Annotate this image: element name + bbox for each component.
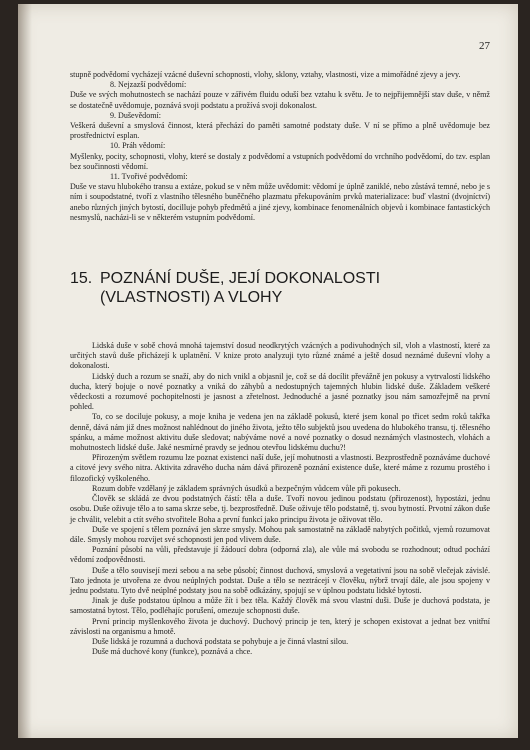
body-paragraph: Rozum dobře vzdělaný je základem správných úsudků a bezpečným vůdcem vůle při pokusech.: [92, 483, 401, 493]
body-paragraph: Jinak je duše podstatou úplnou a může žít i bez těla. Každý člověk má svou vlastní duši. Duše je duchová podstata, je samostatná bytost. Tělo, podléhajíc porušení, omezuje schopnosti duše.: [70, 596, 490, 616]
list-item-title: 10. Práh vědomí:: [110, 141, 166, 151]
body-paragraph: Přirozeným světlem rozumu lze poznat existenci naší duše, její mohutnosti a vlastnosti. Bezprostředně poznáváme duchové a citové jevy svého nitra. Aktivita zdravého ducha nám dává přirozeně poznání existence duše, které máme z rozumu prostého i filozofický vyškoleného.: [70, 453, 490, 483]
binding-gutter: [18, 4, 32, 738]
body-paragraph: Duše má duchové kony (funkce), poznává a chce.: [92, 647, 253, 657]
list-item-title: 11. Tvořivé podvědomí:: [110, 172, 188, 182]
body-paragraph: Duše ve spojení s tělem poznává jen skrze smysly. Mohou pak samostatně na základě nabytých počitků, vjemů rozumovat dále. Smysly mohou rozvíjet své schopnosti jen pod vlivem duše.: [70, 524, 490, 544]
list-item-title: 8. Nejzazší podvědomí:: [110, 80, 187, 90]
chapter-title-line1: POZNÁNÍ DUŠE, JEJÍ DOKONALOSTI: [100, 270, 381, 288]
book-page: [18, 4, 518, 738]
list-item-text: Veškerá duševní a smyslová činnost, která přechází do paměti samotné podstaty duše. V ní se přímo a plně uvědomuje bez prostřednictví esplan.: [70, 121, 490, 141]
intro-paragraph: stupně podvědomí vycházejí vzácné duševní schopnosti, vlohy, sklony, vztahy, vlastnosti, vize a mimořádné zjevy a jevy.: [70, 70, 461, 79]
body-paragraph: Duše lidská je rozumná a duchová podstata se pohybuje a je činná vlastní silou.: [92, 636, 349, 646]
body-paragraph: Lidský duch a rozum se snaží, aby do nich vnikl a objasnil je, což se dá docílit převážně jen pokusy a vytrvalostí lidského ducha, který bojuje o nové poznatky a vniká do záhybů a nedostupných tajemných hlubin lidské duše. Základem veškeré vědeckosti a rozumové pochopitelnosti je jasnost a zřetelnost. Jednoduché a jasné poznatky jsou nám samozřejmě na první pohled.: [70, 371, 490, 412]
body-paragraph: Lidská duše v sobě chová mnohá tajemství dosud neodkrytých vzácných a podivuhodných sil, vloh a vlastností, které za určitých stavů duše přicházejí k uplatnění. V knize proto analyzuji tyto různé známé a ještě dosud neznámé duševní vlohy a dokonalosti.: [70, 341, 490, 371]
chapter-heading: [70, 269, 490, 307]
chapter-number: 15.: [70, 270, 93, 288]
list-item-text: Duše ve stavu hlubokého transu a extáze, pokud se v něm může uvědomit: vědomí je úplně zaniklé, nebo zůstává temné, nebo je s ním i soupodstatné, tvoří z vlastního tělesného buněčného plazmatu překupováním prvků materializace: buď vlastní (dvojníctví) anebo různých jiných bytostí, docilluje pohyb předmětů a jiné zjevy, kombinace fenomenálních objevů i kombinace fantastických nesmyslů, nacházi-li se v některém vstupním podvědomí.: [70, 182, 490, 222]
list-item-text: Duše ve svých mohutnostech se nachází pouze v zářivém fluidu oduší bez vztahu k světu. Je to nejpřijemnější stav duše, v němž se dostatečně uvědomuje, poznává svoji podstatu a prožívá svoji dokonalost.: [70, 90, 490, 110]
body-paragraph: Poznání působí na vůli, představuje jí žádoucí dobra (odporná zla), ale vůle má svobodu se rozhodnout; odtud pochází vědomí zodpovědnosti.: [70, 545, 490, 565]
body-paragraph: Člověk se skládá ze dvou podstatných částí: těla a duše. Tvoří novou jedinou podstatu (přirozenost), hypostázi, jednu osobu. Duše oživuje tělo a to sama skrze sebe, tj. bezprostředně. Duše oživuje tělo podstatně, tj. svou bytností. Prvotní zákon duše je chválit, velebit a ctít svého stvořitele Boha a první funkcí jako principu života je oživovat tělo.: [70, 494, 490, 524]
body-paragraph: Duše a tělo souvisejí mezi sebou a na sebe působí; činnost duchová, smyslová a vegetativní jsou na sobě vlečejak závislé. Tato jednota je utvořena ze dvou neúplných podstat. Duše a tělo se neztrácejí v člověku, nýbrž trvají dále, ale jsou spojeny v jednu podstatu. Tyto dvě neúplné podstaty jsou na sobě odkázány, spojují se v úplnou podstatu lidské bytosti.: [70, 565, 490, 595]
chapter-title-line2: (VLASTNOSTI) A VLOHY: [100, 289, 283, 307]
text-column: [70, 70, 490, 657]
list-item-title: 9. Duševědomí:: [110, 110, 161, 120]
body-paragraph: To, co se dociluje pokusy, a moje kniha je vedena jen na základě pokusů, které jsem konal po třicet sedm roků takřka denně, dává nám již dnes možnost nahlédnout do jiného života, ježto tělo subjektů jsou uvedena do hlubokého transu, tj. tělesného spánku, a máme možnost aktivitu duše sledovat; nabýváme nové a nové poznatky o dosud neznámých vlastnostech, vlohách a mohutnostech lidské duše. Jaké nesmírné pravdy se jednou otevřou lidskému duchu?!: [70, 412, 490, 453]
list-item-text: Myšlenky, pocity, schopnosti, vlohy, které se dostaly z podvědomí a vstupních podvědomí do vrchního podvědomí, do tzv. esplan bez součinnosti vědomí.: [70, 151, 490, 171]
page-number: 27: [479, 40, 490, 52]
body-paragraph: První princip myšlenkového života je duchový. Duchový princip je ten, který je schopen existovat a jednat bez vnitřní závislosti na organismu a hmotě.: [70, 616, 490, 636]
